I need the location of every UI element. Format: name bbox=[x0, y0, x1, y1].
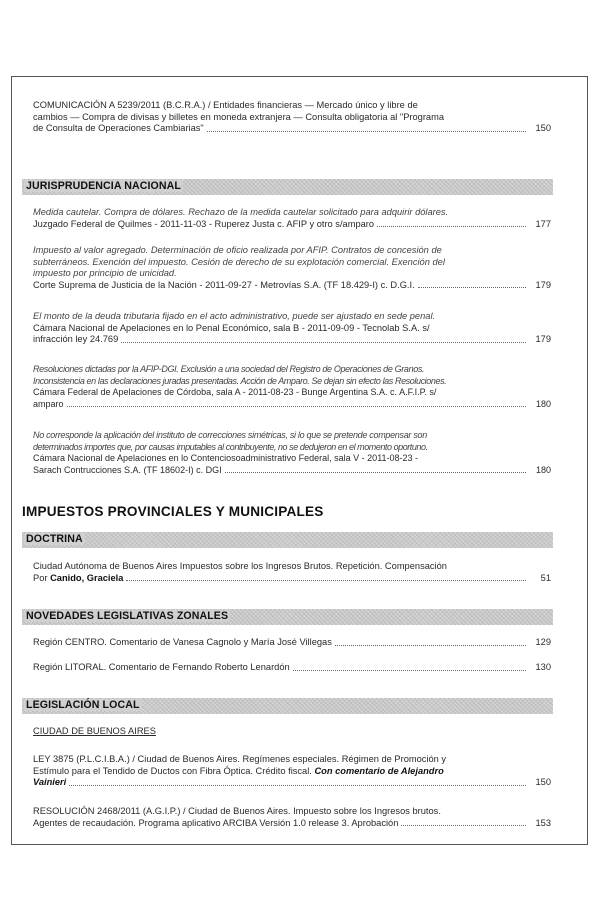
leader-dots bbox=[418, 287, 526, 288]
entry-line: amparo bbox=[33, 398, 64, 409]
leader-dots bbox=[335, 645, 526, 646]
entry-summary: determinados importes que, por causas imputables al contribuyente, no se dedujeron en el momento oportuno. bbox=[33, 441, 428, 452]
section-bar-doctrina bbox=[22, 532, 553, 548]
leader-dots bbox=[121, 342, 526, 343]
leader-dots bbox=[293, 670, 526, 671]
entry-line: Juzgado Federal de Quilmes - 2011-11-03 - Ruperez Justa c. AFIP y otro s/amparo bbox=[33, 218, 375, 229]
section-heading: LEGISLACIÓN LOCAL bbox=[26, 699, 140, 711]
section-heading: NOVEDADES LEGISLATIVAS ZONALES bbox=[26, 610, 229, 622]
entry-line: Agentes de recaudación. Programa aplicativo ARCIBA Versión 1.0 release 3. Aprobación bbox=[33, 817, 399, 828]
entry-line: Cámara Nacional de Apelaciones en lo Penal Económico, sala B - 2011-09-09 - Tecnolab S.A. s/ bbox=[33, 322, 430, 333]
page-number: 180 bbox=[535, 464, 551, 475]
entry-line: de Consulta de Operaciones Cambiarias" bbox=[33, 123, 204, 134]
page-number: 51 bbox=[540, 572, 551, 583]
page-number: 180 bbox=[535, 398, 551, 409]
leader-dots bbox=[126, 580, 526, 581]
entry-line: Ciudad Autónoma de Buenos Aires Impuestos sobre los Ingresos Brutos. Repetición. Compensación bbox=[33, 561, 447, 571]
entry-monto bbox=[33, 311, 551, 346]
section-bar-legislacion bbox=[22, 698, 553, 714]
entry-summary: Resoluciones dictadas por la AFIP-DGI. Exclusión a una sociedad del Registro de Operaciones de Granos. bbox=[33, 364, 425, 374]
entry-comunicacion bbox=[33, 100, 551, 135]
page-number: 129 bbox=[535, 637, 551, 647]
entry-caba bbox=[33, 561, 551, 584]
entry-resolucion bbox=[33, 806, 551, 829]
author-name: Con comentario de Alejandro bbox=[314, 765, 444, 776]
entry-litoral bbox=[33, 662, 551, 674]
page-number: 150 bbox=[535, 777, 551, 788]
entry-centro bbox=[33, 637, 551, 649]
section-bar-novedades bbox=[22, 609, 553, 625]
entry-instituto bbox=[33, 430, 551, 476]
entry-summary: No corresponde la aplicación del instituto de correcciones simétricas, si lo que se pretende compensar son bbox=[33, 430, 427, 440]
section-title-impuestos: IMPUESTOS PROVINCIALES Y MUNICIPALES bbox=[22, 504, 324, 519]
entry-line: LEY 3875 (P.L.C.I.B.A.) / Ciudad de Buenos Aires. Regímenes especiales. Régimen de Promoción y bbox=[33, 754, 447, 764]
entry-line: Estímulo para el Tendido de Ductos con Fibra Óptica. Crédito fiscal. bbox=[33, 765, 315, 776]
entry-ley bbox=[33, 754, 551, 789]
leader-dots bbox=[69, 785, 526, 786]
entry-summary: Impuesto al valor agregado. Determinación de oficio realizada por AFIP. Contratos de concesión de bbox=[33, 245, 442, 255]
subsection-ciudad bbox=[33, 726, 551, 738]
section-heading: JURISPRUDENCIA NACIONAL bbox=[26, 180, 181, 192]
author-name: Canido, Graciela bbox=[50, 572, 124, 583]
entry-line: Cámara Nacional de Apelaciones en lo Contenciosoadministrativo Federal, sala V - 2011-08-23 - bbox=[33, 453, 419, 464]
entry-line: cambios — Compra de divisas y billetes en moneda extranjera — Consulta obligatoria al "Programa bbox=[33, 111, 445, 122]
author-name: Vainieri bbox=[33, 777, 67, 788]
section-heading: DOCTRINA bbox=[26, 533, 83, 545]
entry-line: Por bbox=[33, 572, 51, 583]
entry-line: Región CENTRO. Comentario de Vanesa Cagnolo y María José Villegas bbox=[33, 637, 332, 647]
entry-line: infracción ley 24.769 bbox=[33, 334, 119, 345]
entry-medida bbox=[33, 207, 551, 230]
subsection-label: CIUDAD DE BUENOS AIRES bbox=[33, 726, 156, 736]
section-bar-jurisprudencia bbox=[22, 179, 553, 195]
entry-iva bbox=[33, 245, 551, 291]
page-number: 177 bbox=[535, 218, 551, 229]
entry-summary: El monto de la deuda tributaria fijado en el acto administrativo, puede ser ajustado en sede penal. bbox=[33, 311, 436, 321]
leader-dots bbox=[225, 472, 526, 473]
entry-summary: impuesto por principio de unicidad. bbox=[33, 268, 177, 279]
leader-dots bbox=[377, 226, 526, 227]
entry-summary: Medida cautelar. Compra de dólares. Rechazo de la medida cautelar solicitado para adquirir dólares. bbox=[33, 207, 449, 217]
entry-summary: Inconsistencia en las declaraciones juradas presentadas. Acción de Amparo. Se dejan sin efecto las Resoluciones. bbox=[33, 375, 447, 386]
entry-line: COMUNICACIÓN A 5239/2011 (B.C.R.A.) / Entidades financieras — Mercado único y libre de bbox=[33, 100, 418, 110]
page-number: 153 bbox=[535, 817, 551, 828]
page-number: 130 bbox=[535, 662, 551, 672]
page-number: 150 bbox=[535, 123, 551, 134]
leader-dots bbox=[67, 406, 526, 407]
leader-dots bbox=[207, 131, 526, 132]
entry-line: Cámara Federal de Apelaciones de Córdoba, sala A - 2011-08-23 - Bunge Argentina S.A. c. A.F.I.P. s/ bbox=[33, 387, 437, 398]
entry-resoluciones bbox=[33, 364, 551, 410]
entry-line: RESOLUCIÓN 2468/2011 (A.G.I.P.) / Ciudad de Buenos Aires. Impuesto sobre los Ingresos brutos. bbox=[33, 806, 441, 816]
leader-dots bbox=[401, 825, 526, 826]
entry-line: Región LITORAL. Comentario de Fernando Roberto Lenardón bbox=[33, 662, 290, 672]
entry-summary: subterráneos. Exención del impuesto. Cesión de derecho de su explotación comercial. Exención del bbox=[33, 256, 445, 267]
page-number: 179 bbox=[535, 279, 551, 290]
entry-line: Corte Suprema de Justicia de la Nación - 2011-09-27 - Metrovías S.A. (TF 18.429-I) c. D.G.I. bbox=[33, 279, 415, 290]
entry-line: Sarach Contrucciones S.A. (TF 18602-I) c. DGI bbox=[33, 464, 222, 475]
page-number: 179 bbox=[535, 334, 551, 345]
